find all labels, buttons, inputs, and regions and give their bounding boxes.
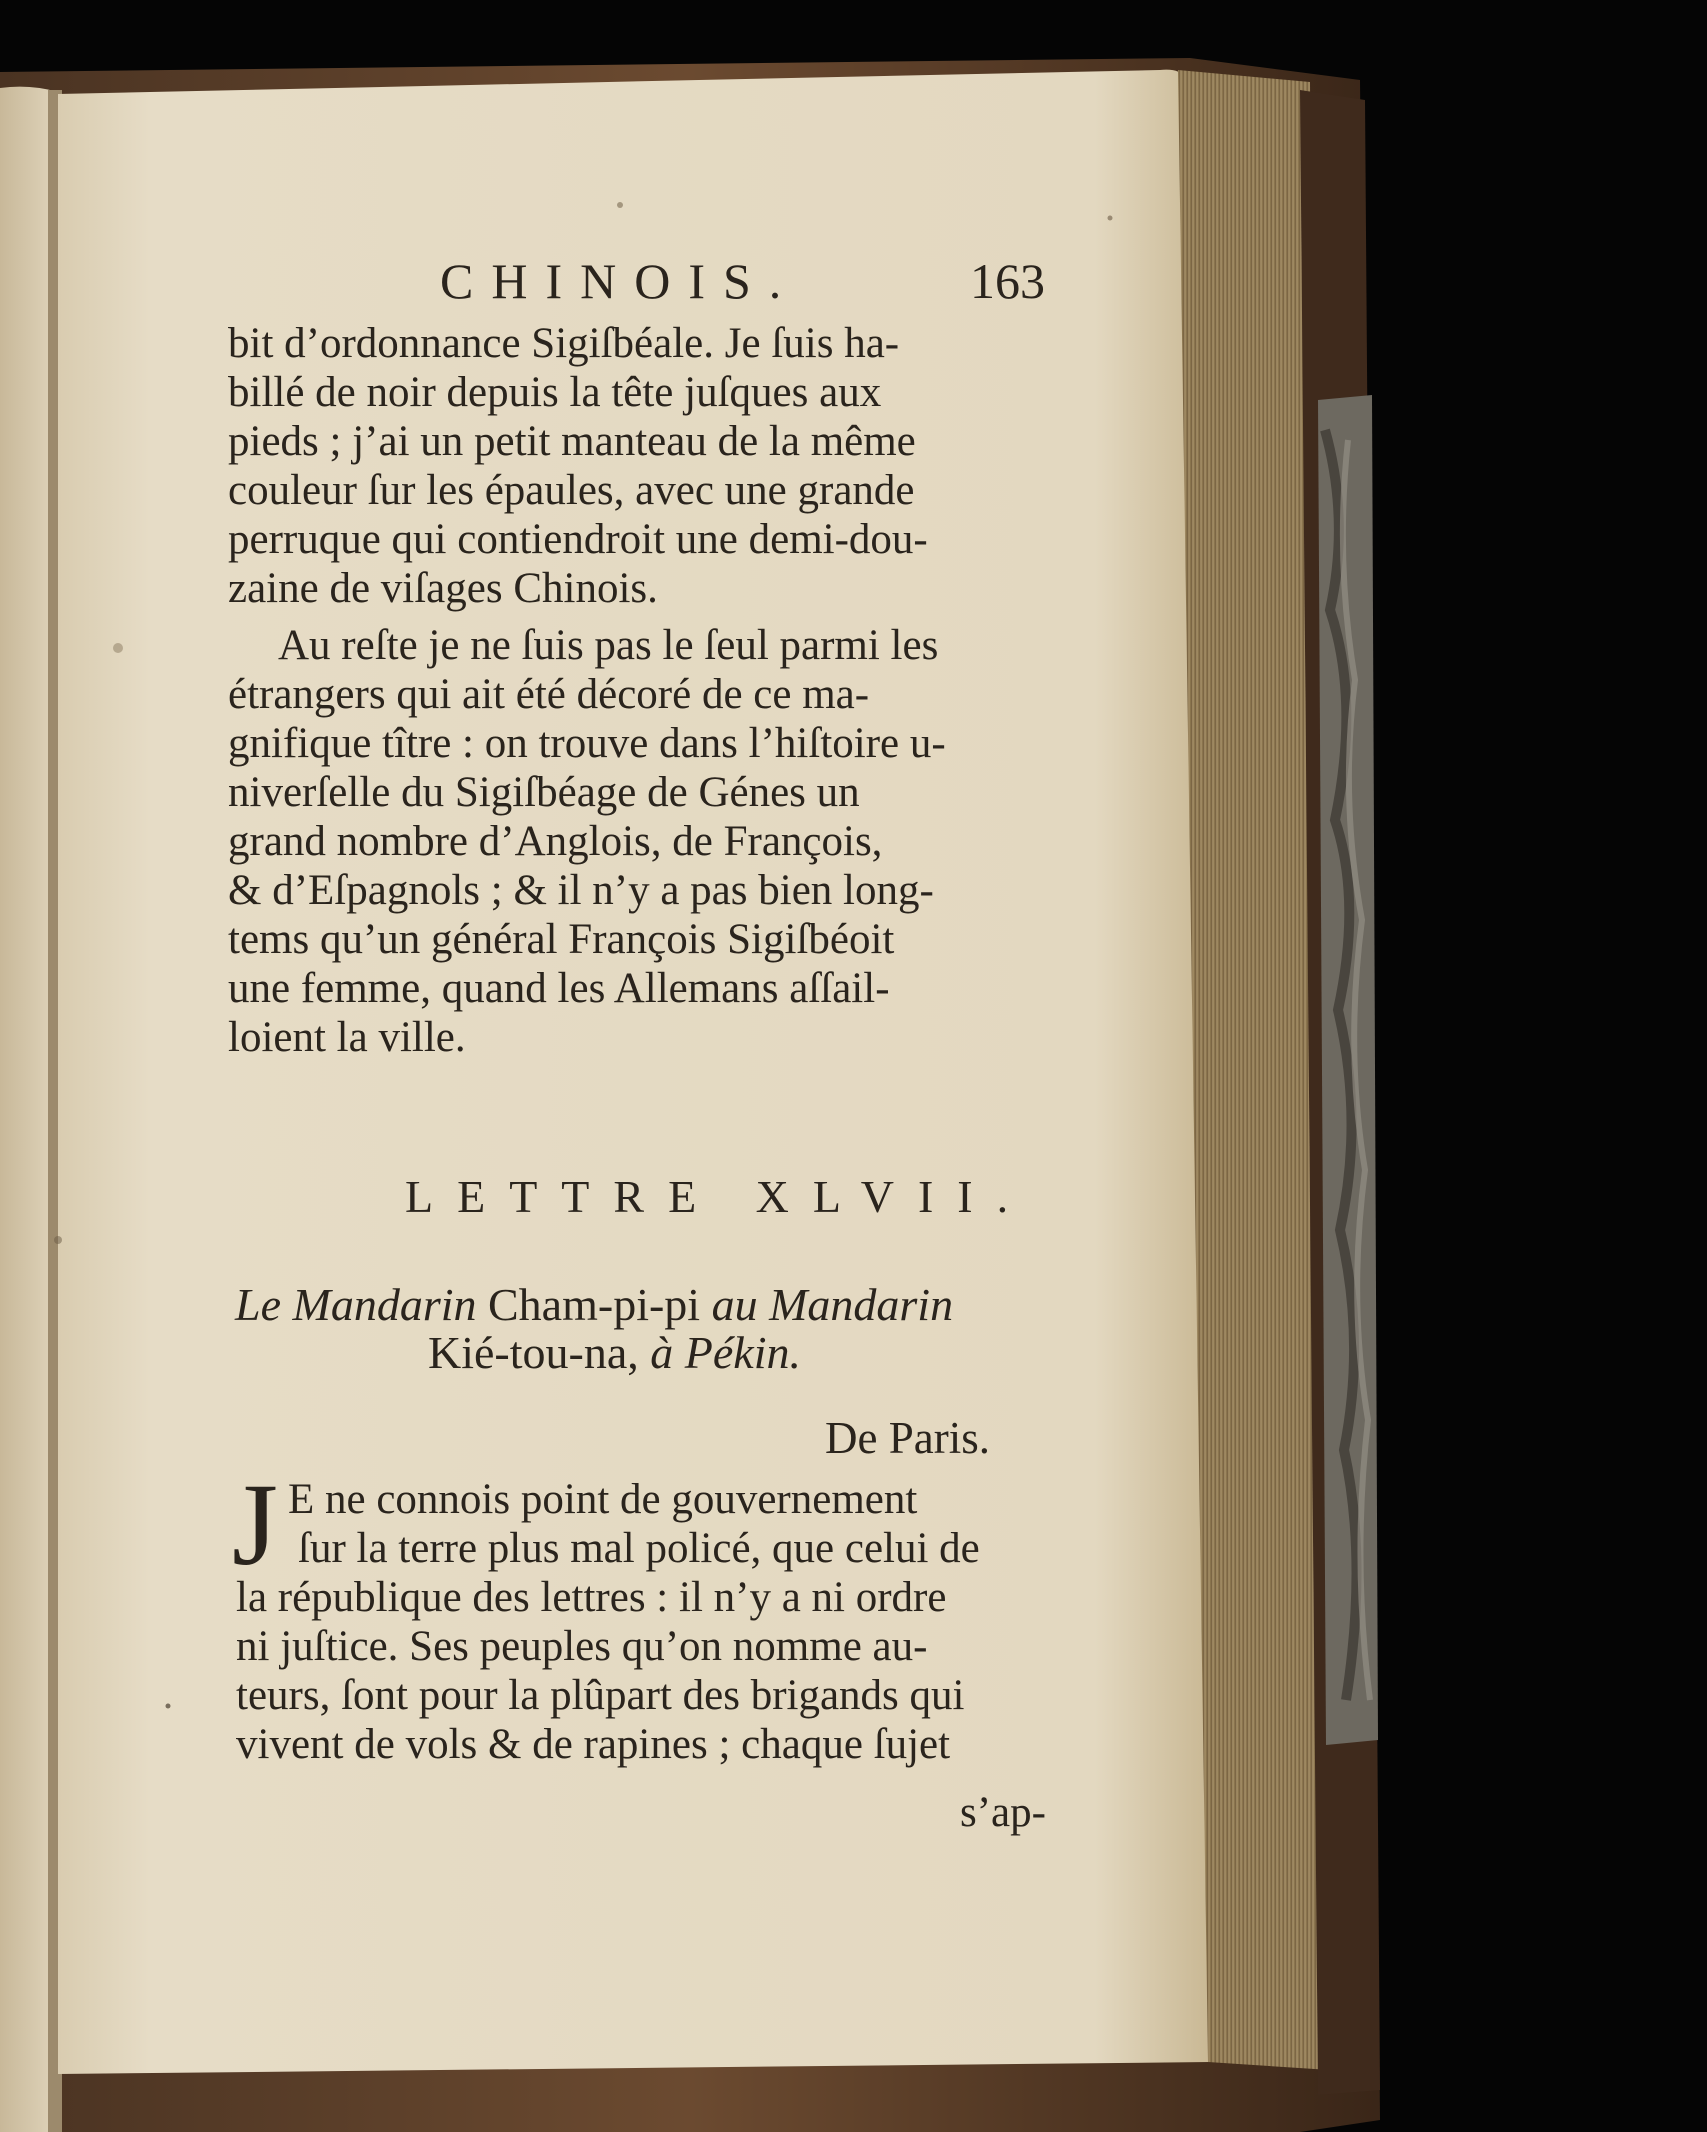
drop-cap: J: [232, 1459, 278, 1590]
text-line: ſur la terre plus mal policé, que celui de: [298, 1525, 980, 1572]
text-line: & d’Eſpagnols ; & il n’y a pas bien long-: [228, 867, 934, 914]
text-line: pieds ; j’ai un petit manteau de la même: [228, 418, 916, 465]
text-line: grand nombre d’Anglois, de François,: [228, 818, 883, 865]
text-line: Au reſte je ne ſuis pas le ſeul parmi les: [278, 622, 939, 669]
letter-address-line-1: [235, 1278, 953, 1331]
text-line: couleur ſur les épaules, avec une grande: [228, 467, 915, 514]
page-number: 163: [970, 253, 1045, 309]
text-line: une femme, quand les Allemans aſſail-: [228, 965, 890, 1012]
from-name: Cham-pi-pi: [488, 1279, 701, 1330]
letter-heading: LETTRE XLVII.: [405, 1171, 1033, 1222]
text-line: tems qu’un général François Sigiſbéoit: [228, 916, 895, 963]
catchword: s’ap-: [960, 1789, 1046, 1836]
text-line: gnifique tître : on trouve dans l’hiſtoire u-: [228, 720, 946, 767]
running-head: CHINOIS.: [440, 253, 800, 309]
text-line: bit d’ordonnance Sigiſbéale. Je ſuis ha-: [228, 320, 900, 367]
text-line: perruque qui contiendroit une demi-dou-: [228, 516, 928, 563]
text-line: étrangers qui ait été décoré de ce ma-: [228, 671, 870, 718]
to-name: Kié-tou-na,: [428, 1327, 639, 1378]
text-line: la république des lettres : il n’y a ni ordre: [236, 1574, 947, 1621]
from-prefix: Le Mandarin: [235, 1279, 477, 1330]
text-line: ni juſtice. Ses peuples qu’on nomme au-: [236, 1623, 928, 1670]
text-line: vivent de vols & de rapines ; chaque ſujet: [236, 1721, 951, 1768]
to-prefix: au Mandarin: [711, 1279, 954, 1330]
letter-address-line-2: [428, 1326, 801, 1379]
text-line: loient la ville.: [228, 1014, 466, 1061]
text-line: teurs, ſont pour la plûpart des brigands qui: [236, 1672, 965, 1719]
text-line: zaine de viſages Chinois.: [228, 565, 658, 612]
dateline: De Paris.: [825, 1413, 990, 1463]
to-place: à Pékin.: [650, 1327, 801, 1378]
text-line: E ne connois point de gouvernement: [288, 1476, 918, 1523]
text-line: billé de noir depuis la tête juſques aux: [228, 369, 882, 416]
text-line: niverſelle du Sigiſbéage de Génes un: [228, 769, 860, 816]
